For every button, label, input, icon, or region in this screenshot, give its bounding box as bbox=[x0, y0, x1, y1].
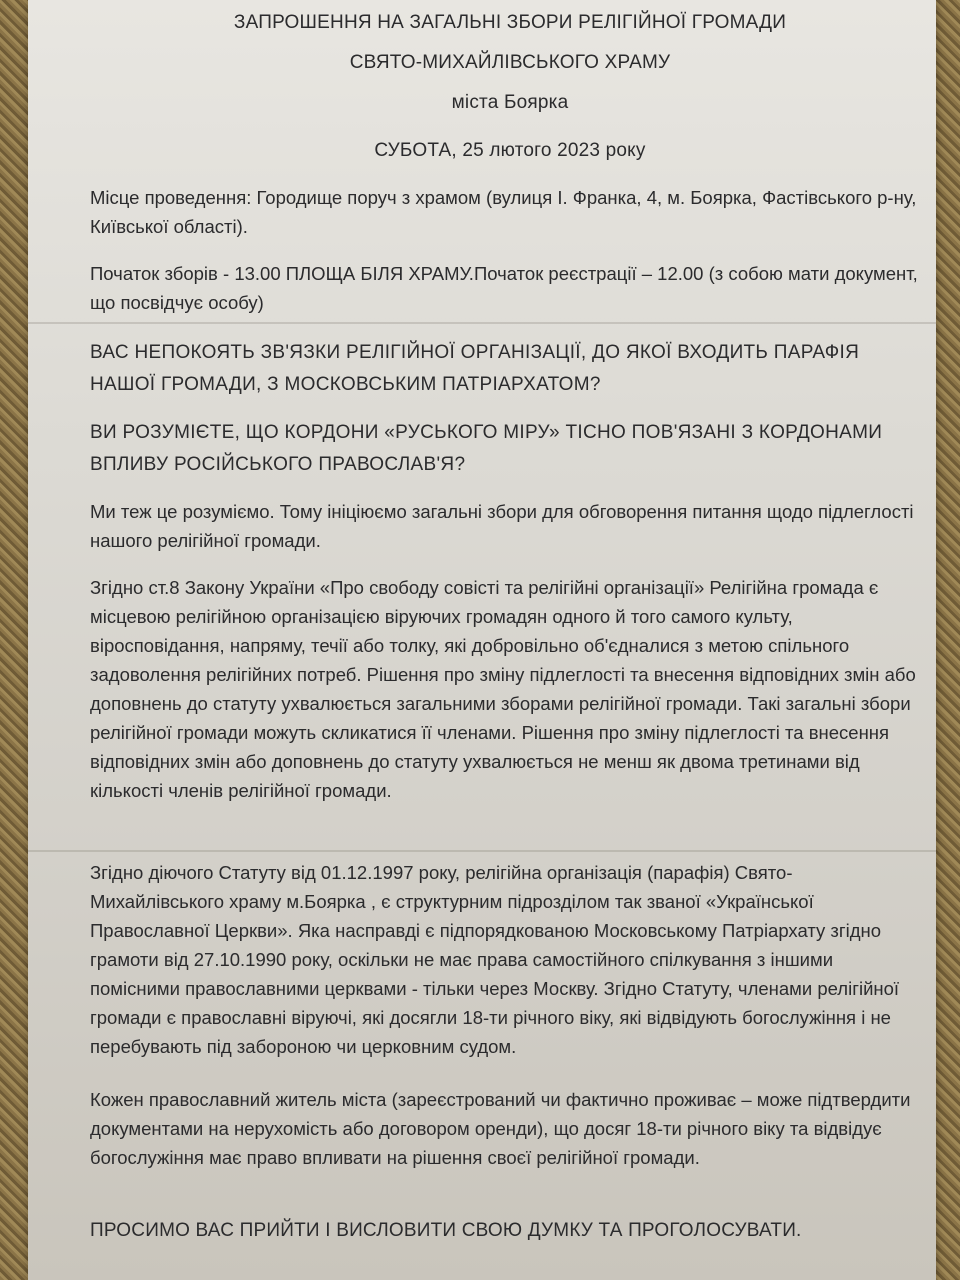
paragraph-2: Згідно ст.8 Закону України «Про свободу совісті та релігійні організації» Релігійна громада є місцевою релігійною організацією віруючих громадян одного й того самого культу, віросповідання, напряму, течії або толку, які добровільно об'єдналися з метою спільного задоволення релігійних потреб. Рішення про зміну підлеглості та внесення відповідних змін або доповнень до статуту ухвалюється загальними зборами релігійної громади. Такі загальні збори релігійної громади можуть скликатися її членами. Рішення про зміну підлеглості та внесення відповідних змін або доповнень до статуту ухвалюється не менш як двома третинами від кількості членів релігійної громади. bbox=[90, 577, 916, 801]
start-time-text: Початок зборів - 13.00 ПЛОЩА БІЛЯ ХРАМУ.Початок реєстрації – 12.00 (з собою мати документ, що посвідчує особу) bbox=[90, 263, 918, 313]
title-line-1: ЗАПРОШЕННЯ НА ЗАГАЛЬНІ ЗБОРИ РЕЛІГІЙНОЇ ГРОМАДИ bbox=[233, 12, 787, 33]
leaflet-paper bbox=[28, 0, 936, 1280]
title-line-2: СВЯТО-МИХАЙЛІВСЬКОГО ХРАМУ bbox=[349, 52, 671, 73]
paper-fold bbox=[28, 850, 936, 852]
paragraph-3: Згідно діючого Статуту від 01.12.1997 року, релігійна організація (парафія) Свято-Михайлівського храму м.Боярка , є структурним підрозділом так званої «Української Православної Церкви». Яка насправді є підпорядкованою Московському Патріархату згідно грамоти від 27.10.1990 року, оскільки не має права самостійного спілкування з іншими помісними православними церквами - тільки через Москву. Згідно Статуту, членами релігійної громади є православні віруючі, які досягли 18-ти річного віку, які відвідують богослужіння і не перебувають під забороною чи церковним судом. bbox=[90, 862, 900, 1057]
question-1: ВАС НЕПОКОЯТЬ ЗВ'ЯЗКИ РЕЛІГІЙНОЇ ОРГАНІЗАЦІЇ, ДО ЯКОЇ ВХОДИТЬ ПАРАФІЯ НАШОЇ ГРОМАДИ, З МОСКОВСЬКИМ ПАТРІАРХАТОМ? bbox=[90, 342, 860, 395]
title-line-3: міста Боярка bbox=[451, 92, 569, 113]
gold-cloth-right bbox=[934, 0, 960, 1280]
paragraph-4: Кожен православний житель міста (зареєстрований чи фактично проживає – може підтвердити документами на нерухомість або договором оренди), що досяг 18-ти річного віку та відвідує богослужіння має право впливати на рішення своєї релігійної громади. bbox=[90, 1089, 911, 1168]
event-date: СУБОТА, 25 лютого 2023 року bbox=[374, 140, 646, 161]
question-2: ВИ РОЗУМІЄТЕ, ЩО КОРДОНИ «РУСЬКОГО МІРУ» ТІСНО ПОВ'ЯЗАНІ З КОРДОНАМИ ВПЛИВУ РОСІЙСЬКОГО ПРАВОСЛАВ'Я? bbox=[90, 422, 883, 475]
paragraph-1: Ми теж це розуміємо. Тому ініціюємо загальні збори для обговорення питання щодо підлеглості нашого релігійної громади. bbox=[90, 501, 914, 551]
gold-cloth-left bbox=[0, 0, 30, 1280]
closing-call: ПРОСИМО ВАС ПРИЙТИ І ВИСЛОВИТИ СВОЮ ДУМКУ ТА ПРОГОЛОСУВАТИ. bbox=[90, 1220, 802, 1241]
paper-fold bbox=[28, 322, 936, 324]
location-text: Місце проведення: Городище поруч з храмом (вулиця І. Франка, 4, м. Боярка, Фастівського р-ну, Київської області). bbox=[90, 187, 917, 237]
